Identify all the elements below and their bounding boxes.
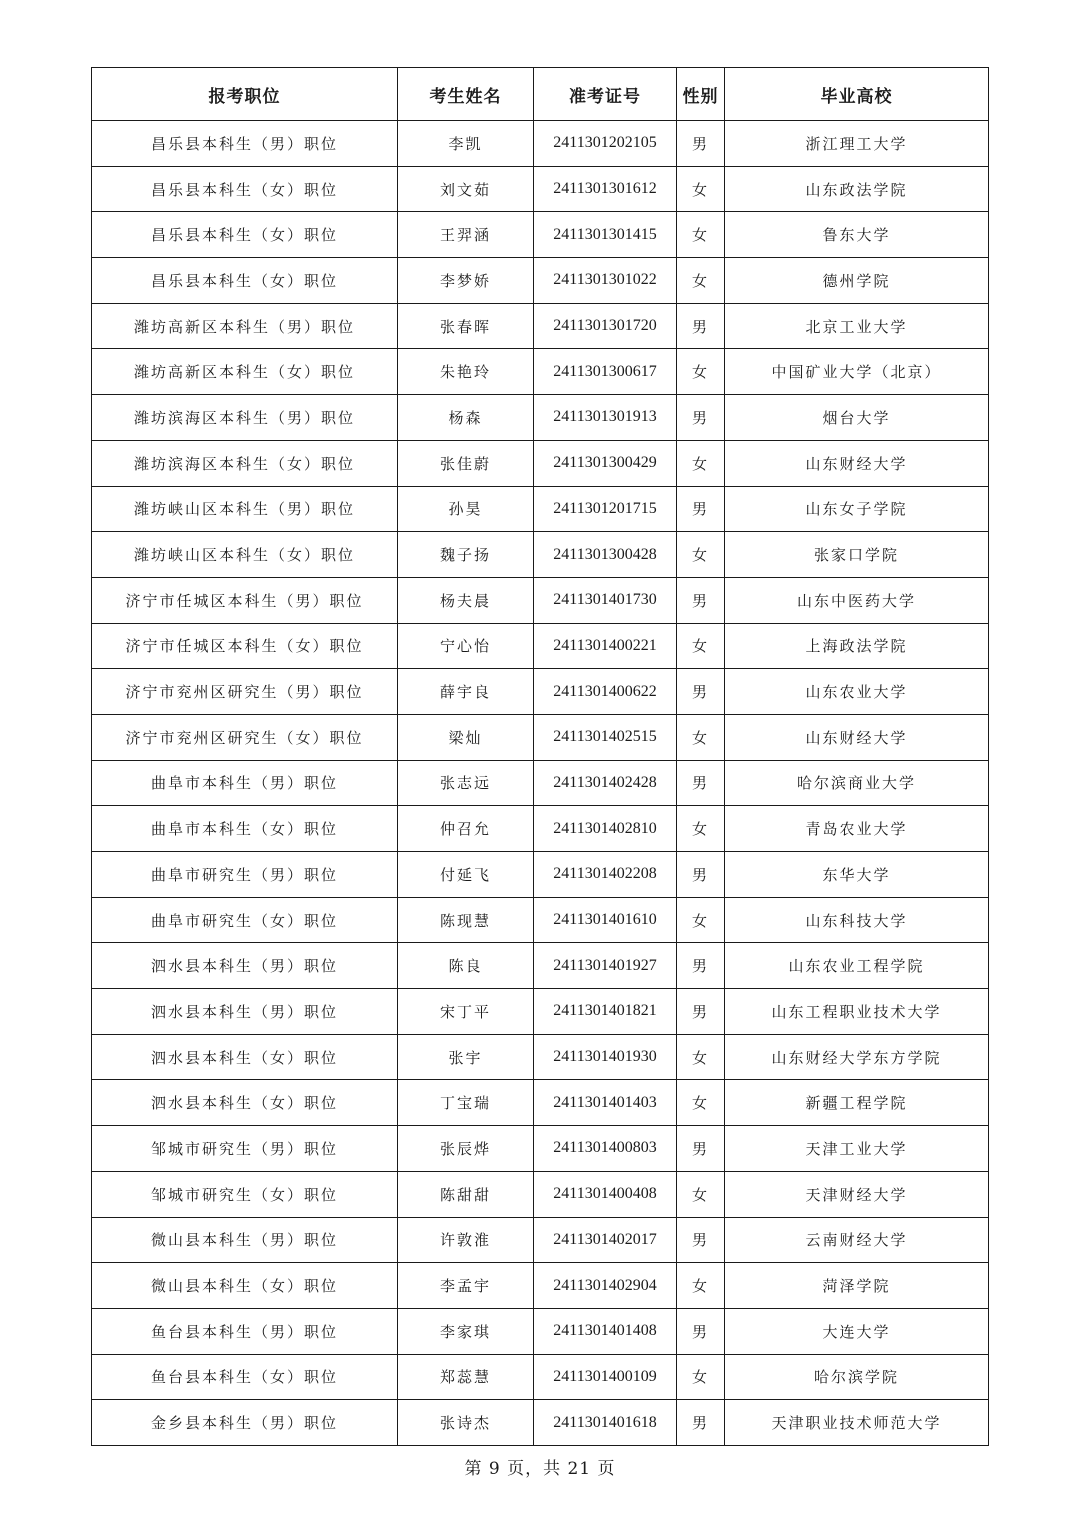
cell-name: 刘文茹 <box>398 166 534 212</box>
cell-exam-id: 2411301400408 <box>534 1171 677 1217</box>
table-row <box>92 623 989 669</box>
cell-position: 昌乐县本科生（女）职位 <box>92 166 398 212</box>
page-number: 第 9 页，共 21 页 <box>464 1459 616 1479</box>
cell-gender: 女 <box>677 349 725 395</box>
cell-position: 鱼台县本科生（女）职位 <box>92 1354 398 1400</box>
cell-school: 鲁东大学 <box>725 212 989 258</box>
cell-gender: 男 <box>677 852 725 898</box>
cell-school: 哈尔滨学院 <box>725 1354 989 1400</box>
table-row <box>92 1080 989 1126</box>
cell-exam-id: 2411301402515 <box>534 714 677 760</box>
cell-exam-id: 2411301301415 <box>534 212 677 258</box>
cell-exam-id: 2411301400622 <box>534 669 677 715</box>
cell-gender: 女 <box>677 806 725 852</box>
cell-name: 朱艳玲 <box>398 349 534 395</box>
table-row <box>92 486 989 532</box>
cell-school: 哈尔滨商业大学 <box>725 760 989 806</box>
cell-position: 微山县本科生（女）职位 <box>92 1263 398 1309</box>
cell-name: 陈甜甜 <box>398 1171 534 1217</box>
cell-exam-id: 2411301401403 <box>534 1080 677 1126</box>
cell-name: 李孟宇 <box>398 1263 534 1309</box>
cell-gender: 女 <box>677 440 725 486</box>
cell-name: 杨夫晨 <box>398 577 534 623</box>
cell-exam-id: 2411301201715 <box>534 486 677 532</box>
header-exam-id: 准考证号 <box>534 68 677 121</box>
table-row <box>92 440 989 486</box>
cell-position: 昌乐县本科生（女）职位 <box>92 258 398 304</box>
cell-gender: 女 <box>677 1354 725 1400</box>
cell-school: 山东财经大学 <box>725 714 989 760</box>
cell-exam-id: 2411301401610 <box>534 897 677 943</box>
cell-name: 梁灿 <box>398 714 534 760</box>
cell-exam-id: 2411301401618 <box>534 1400 677 1446</box>
cell-exam-id: 2411301300429 <box>534 440 677 486</box>
cell-position: 邹城市研究生（女）职位 <box>92 1171 398 1217</box>
cell-school: 山东工程职业技术大学 <box>725 989 989 1035</box>
candidate-table <box>91 67 989 1446</box>
table-row <box>92 1217 989 1263</box>
cell-position: 济宁市任城区本科生（女）职位 <box>92 623 398 669</box>
cell-school: 天津职业技术师范大学 <box>725 1400 989 1446</box>
table-row <box>92 166 989 212</box>
cell-position: 济宁市兖州区研究生（女）职位 <box>92 714 398 760</box>
cell-exam-id: 2411301400803 <box>534 1126 677 1172</box>
cell-name: 王羿涵 <box>398 212 534 258</box>
cell-exam-id: 2411301402208 <box>534 852 677 898</box>
cell-position: 济宁市兖州区研究生（男）职位 <box>92 669 398 715</box>
cell-position: 泗水县本科生（女）职位 <box>92 1080 398 1126</box>
cell-gender: 男 <box>677 577 725 623</box>
cell-gender: 女 <box>677 166 725 212</box>
cell-position: 昌乐县本科生（男）职位 <box>92 121 398 167</box>
cell-name: 薛宇良 <box>398 669 534 715</box>
cell-gender: 男 <box>677 669 725 715</box>
table-row <box>92 1171 989 1217</box>
cell-gender: 女 <box>677 1080 725 1126</box>
cell-position: 金乡县本科生（男）职位 <box>92 1400 398 1446</box>
cell-school: 菏泽学院 <box>725 1263 989 1309</box>
cell-gender: 男 <box>677 303 725 349</box>
cell-position: 泗水县本科生（男）职位 <box>92 943 398 989</box>
cell-school: 张家口学院 <box>725 532 989 578</box>
table-row <box>92 349 989 395</box>
header-school: 毕业高校 <box>725 68 989 121</box>
cell-gender: 男 <box>677 1126 725 1172</box>
cell-name: 许敦淮 <box>398 1217 534 1263</box>
cell-gender: 女 <box>677 1171 725 1217</box>
cell-exam-id: 2411301402904 <box>534 1263 677 1309</box>
cell-exam-id: 2411301402428 <box>534 760 677 806</box>
cell-name: 宁心怡 <box>398 623 534 669</box>
cell-position: 微山县本科生（男）职位 <box>92 1217 398 1263</box>
table-row <box>92 577 989 623</box>
cell-position: 曲阜市本科生（男）职位 <box>92 760 398 806</box>
cell-gender: 男 <box>677 943 725 989</box>
cell-name: 李凯 <box>398 121 534 167</box>
cell-name: 陈良 <box>398 943 534 989</box>
cell-name: 张春晖 <box>398 303 534 349</box>
cell-exam-id: 2411301301612 <box>534 166 677 212</box>
cell-name: 付延飞 <box>398 852 534 898</box>
cell-school: 东华大学 <box>725 852 989 898</box>
cell-school: 上海政法学院 <box>725 623 989 669</box>
cell-name: 李家琪 <box>398 1308 534 1354</box>
table-row <box>92 1126 989 1172</box>
table-row <box>92 989 989 1035</box>
header-gender: 性别 <box>677 68 725 121</box>
cell-name: 张诗杰 <box>398 1400 534 1446</box>
cell-gender: 男 <box>677 486 725 532</box>
cell-gender: 女 <box>677 897 725 943</box>
cell-gender: 女 <box>677 1034 725 1080</box>
table-row <box>92 806 989 852</box>
table-row <box>92 212 989 258</box>
cell-position: 潍坊高新区本科生（女）职位 <box>92 349 398 395</box>
cell-gender: 女 <box>677 714 725 760</box>
cell-school: 山东农业大学 <box>725 669 989 715</box>
cell-name: 张佳蔚 <box>398 440 534 486</box>
cell-position: 潍坊高新区本科生（男）职位 <box>92 303 398 349</box>
table-row <box>92 714 989 760</box>
cell-school: 山东政法学院 <box>725 166 989 212</box>
cell-name: 张宇 <box>398 1034 534 1080</box>
cell-school: 山东财经大学 <box>725 440 989 486</box>
table-row <box>92 1308 989 1354</box>
cell-exam-id: 2411301400221 <box>534 623 677 669</box>
cell-name: 宋丁平 <box>398 989 534 1035</box>
cell-name: 丁宝瑞 <box>398 1080 534 1126</box>
cell-position: 曲阜市研究生（男）职位 <box>92 852 398 898</box>
cell-position: 泗水县本科生（男）职位 <box>92 989 398 1035</box>
cell-school: 山东女子学院 <box>725 486 989 532</box>
cell-gender: 女 <box>677 532 725 578</box>
cell-name: 魏子扬 <box>398 532 534 578</box>
table-row <box>92 121 989 167</box>
cell-gender: 男 <box>677 989 725 1035</box>
cell-name: 杨森 <box>398 395 534 441</box>
table-row <box>92 669 989 715</box>
cell-exam-id: 2411301300617 <box>534 349 677 395</box>
cell-exam-id: 2411301401927 <box>534 943 677 989</box>
cell-position: 潍坊峡山区本科生（男）职位 <box>92 486 398 532</box>
cell-position: 邹城市研究生（男）职位 <box>92 1126 398 1172</box>
cell-gender: 男 <box>677 1217 725 1263</box>
table-body <box>92 121 989 1446</box>
cell-exam-id: 2411301301022 <box>534 258 677 304</box>
cell-school: 浙江理工大学 <box>725 121 989 167</box>
cell-school: 德州学院 <box>725 258 989 304</box>
cell-exam-id: 2411301400109 <box>534 1354 677 1400</box>
cell-school: 山东财经大学东方学院 <box>725 1034 989 1080</box>
cell-exam-id: 2411301402810 <box>534 806 677 852</box>
cell-exam-id: 2411301401730 <box>534 577 677 623</box>
table-row <box>92 258 989 304</box>
cell-gender: 男 <box>677 121 725 167</box>
table-row <box>92 760 989 806</box>
cell-position: 潍坊滨海区本科生（女）职位 <box>92 440 398 486</box>
cell-school: 青岛农业大学 <box>725 806 989 852</box>
cell-position: 济宁市任城区本科生（男）职位 <box>92 577 398 623</box>
table-header-row <box>92 68 989 121</box>
cell-name: 陈现慧 <box>398 897 534 943</box>
table-row <box>92 852 989 898</box>
table-row <box>92 1400 989 1446</box>
cell-gender: 女 <box>677 623 725 669</box>
cell-school: 烟台大学 <box>725 395 989 441</box>
cell-exam-id: 2411301402017 <box>534 1217 677 1263</box>
table-row <box>92 1354 989 1400</box>
cell-gender: 男 <box>677 1400 725 1446</box>
cell-exam-id: 2411301301913 <box>534 395 677 441</box>
cell-gender: 男 <box>677 760 725 806</box>
cell-school: 大连大学 <box>725 1308 989 1354</box>
cell-position: 曲阜市研究生（女）职位 <box>92 897 398 943</box>
cell-name: 孙昊 <box>398 486 534 532</box>
cell-position: 潍坊峡山区本科生（女）职位 <box>92 532 398 578</box>
cell-position: 潍坊滨海区本科生（男）职位 <box>92 395 398 441</box>
cell-exam-id: 2411301401821 <box>534 989 677 1035</box>
cell-exam-id: 2411301301720 <box>534 303 677 349</box>
cell-name: 张志远 <box>398 760 534 806</box>
table-row <box>92 303 989 349</box>
cell-school: 山东农业工程学院 <box>725 943 989 989</box>
cell-exam-id: 2411301300428 <box>534 532 677 578</box>
cell-school: 中国矿业大学（北京） <box>725 349 989 395</box>
cell-school: 天津工业大学 <box>725 1126 989 1172</box>
cell-gender: 女 <box>677 212 725 258</box>
cell-gender: 男 <box>677 1308 725 1354</box>
cell-school: 天津财经大学 <box>725 1171 989 1217</box>
table-row <box>92 395 989 441</box>
cell-name: 仲召允 <box>398 806 534 852</box>
cell-position: 鱼台县本科生（男）职位 <box>92 1308 398 1354</box>
table-row <box>92 532 989 578</box>
cell-school: 新疆工程学院 <box>725 1080 989 1126</box>
cell-school: 北京工业大学 <box>725 303 989 349</box>
cell-position: 泗水县本科生（女）职位 <box>92 1034 398 1080</box>
cell-school: 山东中医药大学 <box>725 577 989 623</box>
cell-school: 云南财经大学 <box>725 1217 989 1263</box>
cell-gender: 女 <box>677 258 725 304</box>
cell-exam-id: 2411301401930 <box>534 1034 677 1080</box>
cell-school: 山东科技大学 <box>725 897 989 943</box>
cell-name: 张辰烨 <box>398 1126 534 1172</box>
cell-exam-id: 2411301401408 <box>534 1308 677 1354</box>
cell-gender: 男 <box>677 395 725 441</box>
cell-gender: 女 <box>677 1263 725 1309</box>
cell-exam-id: 2411301202105 <box>534 121 677 167</box>
header-name: 考生姓名 <box>398 68 534 121</box>
table-row <box>92 897 989 943</box>
cell-position: 曲阜市本科生（女）职位 <box>92 806 398 852</box>
header-position: 报考职位 <box>92 68 398 121</box>
cell-position: 昌乐县本科生（女）职位 <box>92 212 398 258</box>
table-row <box>92 1263 989 1309</box>
table-row <box>92 1034 989 1080</box>
table-row <box>92 943 989 989</box>
cell-name: 李梦娇 <box>398 258 534 304</box>
cell-name: 郑蕊慧 <box>398 1354 534 1400</box>
